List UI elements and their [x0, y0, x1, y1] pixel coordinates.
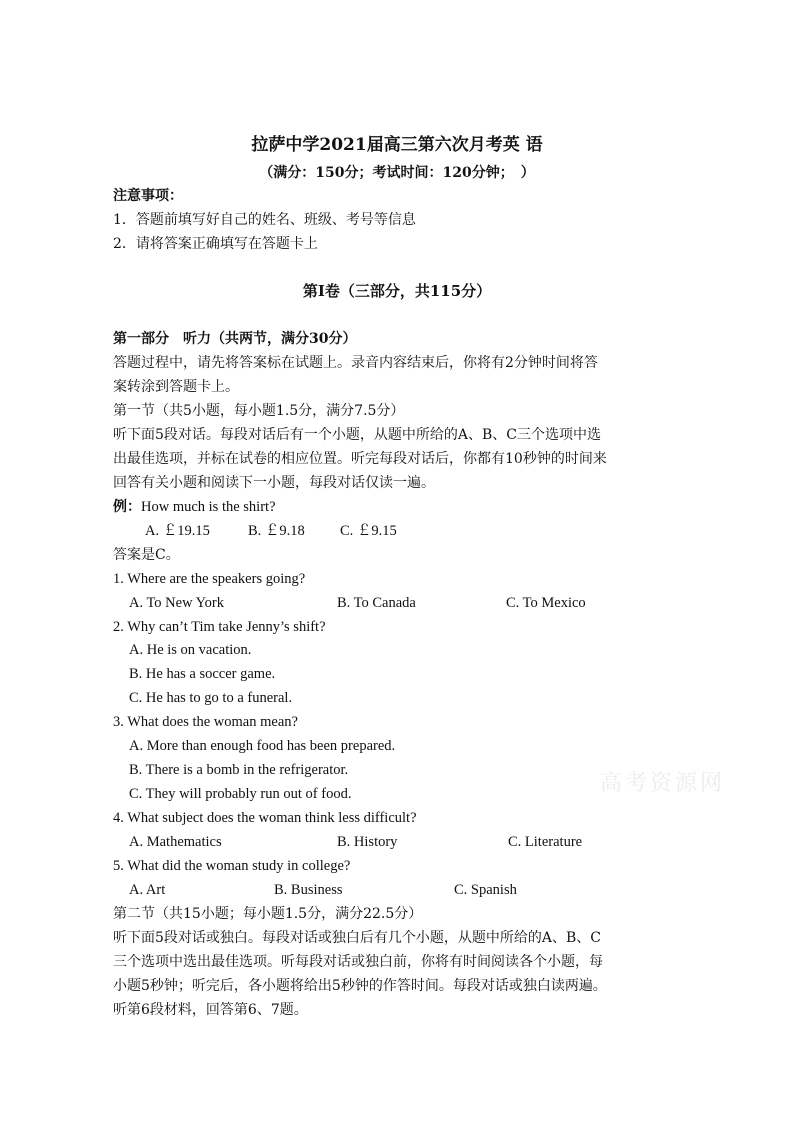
section2-intro-line: 三个选项中选出最佳选项。听每段对话或独白前，你将有时间阅读各个小题，每 — [113, 954, 603, 970]
part1-intro-line: 案转涂到答题卡上。 — [113, 379, 239, 395]
notes-heading: 注意事项： — [113, 188, 183, 204]
part1-intro-line: 答题过程中，请先将答案标在试题上。录音内容结束后，你将有2分钟时间将答 — [113, 355, 598, 371]
section2-intro-line: 小题5秒钟；听完后，各小题将给出5秒钟的作答时间。每段对话或独白读两遍。 — [113, 978, 607, 994]
example-question-text: How much is the shirt? — [141, 499, 276, 515]
section1-heading: 第一节（共5小题，每小题1.5分，满分7.5分） — [113, 403, 405, 419]
q2-option-b: B. He has a soccer game. — [129, 666, 276, 682]
q5-option-a: A. Art — [129, 882, 166, 898]
section2-material: 听第6段材料，回答第6、7题。 — [113, 1002, 308, 1018]
volume-heading: 第I卷（三部分，共115分） — [302, 282, 492, 300]
section2-intro-line: 听下面5段对话或独白。每段对话或独白后有几个小题，从题中所给的A、B、C — [113, 930, 602, 946]
note-item-2: 2．请将答案正确填写在答题卡上 — [113, 236, 318, 252]
q5-option-c: C. Spanish — [454, 882, 517, 898]
part1-heading: 第一部分 听力（共两节，满分30分） — [113, 331, 357, 347]
example-answer: 答案是C。 — [113, 547, 180, 563]
section1-intro-line: 回答有关小题和阅读下一小题，每段对话仅读一遍。 — [113, 475, 435, 491]
example-label: 例： — [113, 499, 141, 515]
q2-option-c: C. He has to go to a funeral. — [129, 690, 293, 706]
watermark: 高考资源网 — [600, 771, 726, 796]
q1-option-a: A. To New York — [129, 595, 224, 611]
question-2: 2. Why can’t Tim take Jenny’s shift? — [113, 619, 326, 635]
section2-heading: 第二节（共15小题；每小题1.5分，满分22.5分） — [113, 906, 423, 922]
section1-intro-line: 听下面5段对话。每段对话后有一个小题，从题中所给的A、B、C三个选项中选 — [113, 427, 602, 443]
example-option-a: A. ￡19.15 — [145, 523, 210, 539]
q4-option-a: A. Mathematics — [129, 834, 222, 850]
q4-option-b: B. History — [337, 834, 398, 850]
example-option-b: B. ￡9.18 — [248, 523, 305, 539]
section1-intro-line: 出最佳选项，并标在试卷的相应位置。听完每段对话后，你都有10秒钟的时间来 — [113, 451, 607, 467]
example-question — [113, 498, 276, 516]
q3-option-c: C. They will probably run out of food. — [129, 786, 352, 802]
q5-option-b: B. Business — [274, 882, 343, 898]
note-item-1: 1．答题前填写好自己的姓名、班级、考号等信息 — [113, 212, 416, 228]
question-5: 5. What did the woman study in college? — [113, 858, 351, 874]
question-3: 3. What does the woman mean? — [113, 714, 298, 730]
q1-option-b: B. To Canada — [337, 595, 416, 611]
q3-option-b: B. There is a bomb in the refrigerator. — [129, 762, 349, 778]
score-time-info: （满分：150分；考试时间：120分钟； ） — [259, 165, 535, 181]
q1-option-c: C. To Mexico — [506, 595, 586, 611]
question-4: 4. What subject does the woman think less difficult? — [113, 810, 417, 826]
example-option-c: C. ￡9.15 — [340, 523, 397, 539]
q2-option-a: A. He is on vacation. — [129, 642, 252, 658]
question-1: 1. Where are the speakers going? — [113, 571, 306, 587]
page-title: 拉萨中学2021届高三第六次月考英 语 — [251, 135, 543, 155]
q3-option-a: A. More than enough food has been prepared. — [129, 738, 396, 754]
q4-option-c: C. Literature — [508, 834, 583, 850]
